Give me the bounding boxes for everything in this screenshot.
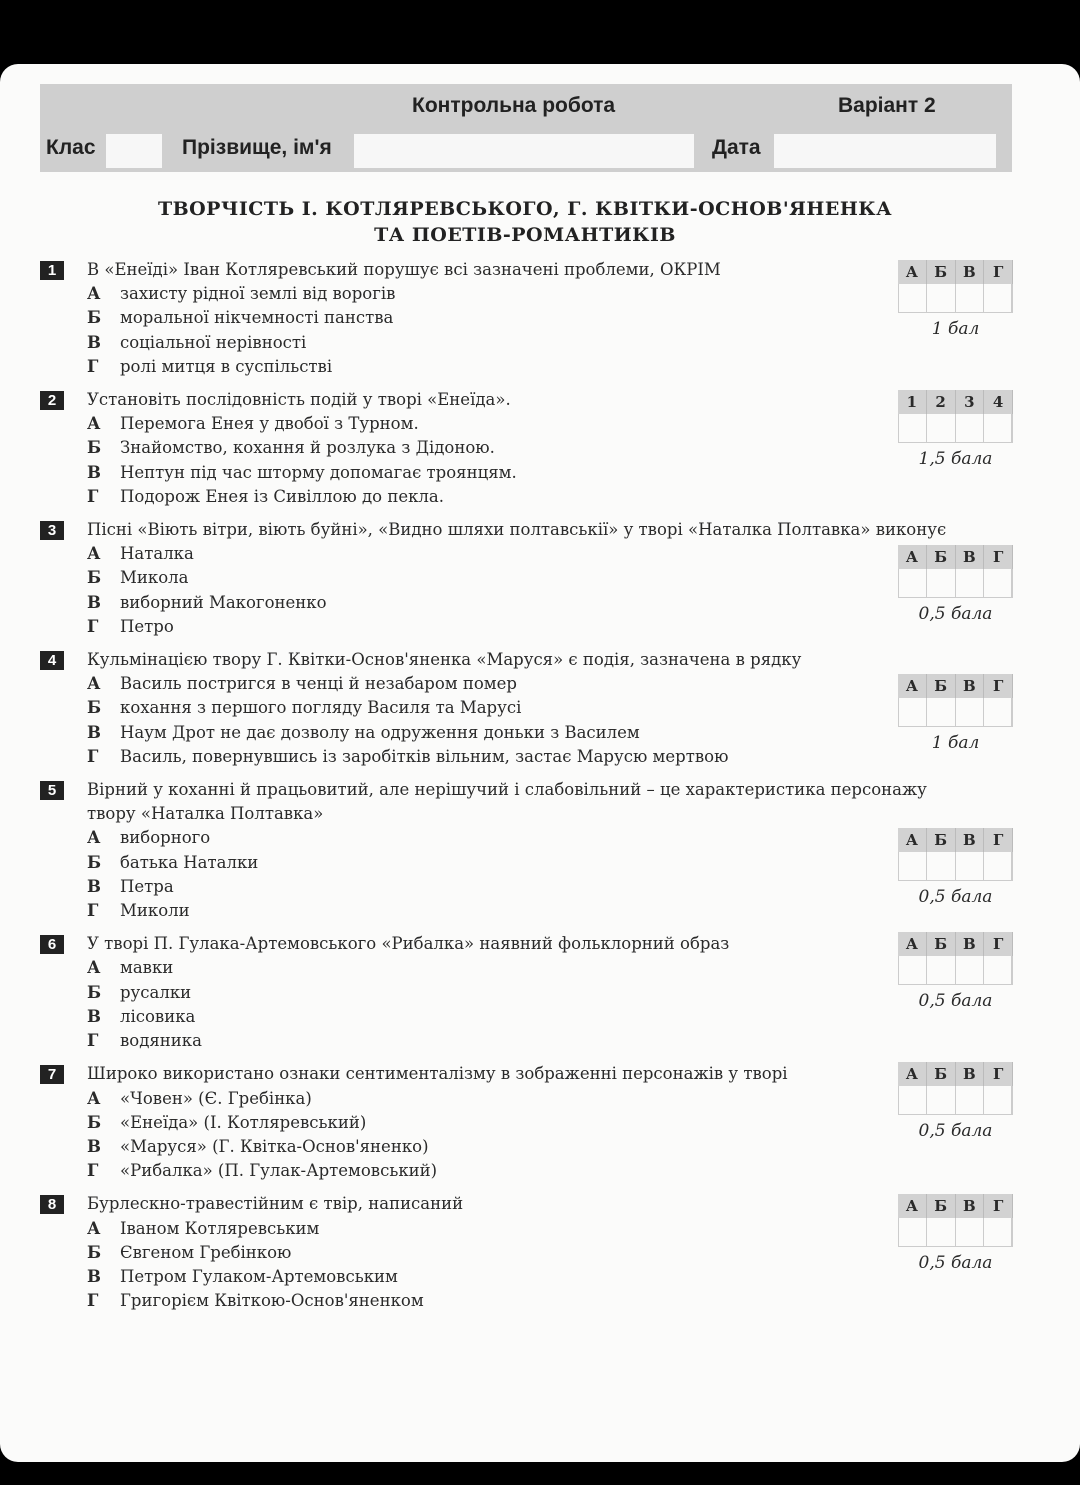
question-3 <box>40 518 1020 639</box>
option-letter: А <box>87 958 101 978</box>
option-text: кохання з першого погляду Василя та Марусі <box>120 698 522 718</box>
option-letter: В <box>87 1006 101 1026</box>
header-title: Контрольна робота <box>412 94 616 117</box>
answer-cell[interactable] <box>899 1086 927 1114</box>
answer-column-label: Б <box>927 932 956 956</box>
option-text: Знайомство, кохання й розлука з Дідоною. <box>120 438 495 458</box>
option-text: «Енеїда» (І. Котляревський) <box>120 1112 367 1132</box>
answer-column-label: 3 <box>956 390 985 414</box>
answer-cell[interactable] <box>984 284 1012 312</box>
option-text: Петром Гулаком-Артемовським <box>120 1266 398 1286</box>
answer-column-label: 1 <box>898 390 927 414</box>
option-letter: В <box>87 332 101 352</box>
answer-option <box>87 615 1020 639</box>
question-number: 7 <box>40 1065 64 1084</box>
question-stem: В «Енеїді» Іван Котляревський порушує всі зазначені проблеми, ОКРІМ <box>87 260 721 279</box>
option-letter: Г <box>87 616 99 636</box>
answer-cell[interactable] <box>956 852 984 880</box>
answer-cell[interactable] <box>899 414 927 442</box>
answer-column-label: А <box>898 828 927 852</box>
option-text: Подорож Енея із Сивіллою до пекла. <box>120 486 444 506</box>
option-letter: В <box>87 462 101 482</box>
answer-column-label: В <box>956 260 985 284</box>
option-text: «Маруся» (Г. Квітка-Основ'яненко) <box>120 1136 429 1156</box>
option-text: Василь, повернувшись із заробітків вільним, застає Марусю мертвою <box>120 746 729 766</box>
answer-column-label: Г <box>984 260 1013 284</box>
answer-grid <box>898 260 1013 341</box>
question-stem: Кульмінацією твору Г. Квітки-Основ'яненка «Маруся» є подія, зазначена в рядку <box>87 650 802 670</box>
points-label: 0,5 бала <box>918 887 993 908</box>
answer-option <box>87 1005 1020 1029</box>
name-field[interactable] <box>354 134 694 168</box>
answer-option <box>87 1111 1020 1135</box>
answer-option <box>87 591 1020 615</box>
option-text: ролі митця в суспільстві <box>120 356 333 376</box>
answer-option <box>87 1135 1020 1159</box>
answer-column-label: В <box>956 1062 985 1086</box>
topic-line-2: ТА ПОЕТІВ-РОМАНТИКІВ <box>374 224 676 246</box>
question-number: 8 <box>40 1195 64 1214</box>
question-number: 1 <box>40 261 64 280</box>
question-stem: Пісні «Віють вітри, віють буйні», «Видно шляхи полтавськії» у творі «Наталка Полтавка» виконує <box>87 520 947 540</box>
points-label: 0,5 бала <box>918 991 993 1012</box>
answer-option <box>87 1159 1020 1183</box>
answer-option <box>87 1241 1020 1265</box>
question-number: 5 <box>40 781 64 800</box>
answer-cell[interactable] <box>899 956 927 984</box>
option-letter: Б <box>87 1242 102 1262</box>
question-stem: Установіть послідовність подій у творі «Енеїда». <box>87 390 511 410</box>
option-letter: В <box>87 1266 101 1286</box>
answer-column-label: В <box>956 545 985 569</box>
question-stem: Вірний у коханні й працьовитий, але нерішучий і слабовільний – це характеристика персонажу твору «Наталка Полтавка» <box>87 780 927 824</box>
answer-grid <box>898 674 1013 755</box>
option-letter: А <box>87 1218 101 1238</box>
option-text: Євгеном Гребінкою <box>120 1242 292 1262</box>
option-text: моральної нікчемності панства <box>120 308 394 328</box>
option-text: батька Наталки <box>120 852 259 872</box>
points-label: 1 бал <box>931 733 980 754</box>
answer-cell[interactable] <box>927 569 955 597</box>
answer-option <box>87 542 1020 566</box>
option-text: Миколи <box>120 901 190 921</box>
answer-option <box>87 282 1020 306</box>
option-text: «Рибалка» (П. Гулак-Артемовський) <box>120 1161 438 1181</box>
answer-column-label: Б <box>927 828 956 852</box>
answer-cell[interactable] <box>927 1086 955 1114</box>
option-letter: А <box>87 284 101 304</box>
option-letter: В <box>87 876 101 896</box>
option-text: соціальної нерівності <box>120 332 307 352</box>
answer-column-label: Г <box>984 1062 1013 1086</box>
answer-option <box>87 981 1020 1005</box>
answer-column-label: Б <box>927 1194 956 1218</box>
answer-cell[interactable] <box>956 414 984 442</box>
answer-cell[interactable] <box>956 284 984 312</box>
class-field[interactable] <box>106 134 162 168</box>
header-band <box>40 84 1012 172</box>
option-letter: Б <box>87 438 102 458</box>
option-letter: Г <box>87 1291 99 1311</box>
option-letter: Г <box>87 486 99 506</box>
answer-column-label: В <box>956 1194 985 1218</box>
question-4 <box>40 648 1020 769</box>
option-text: Нептун під час шторму допомагає троянцям. <box>120 462 517 482</box>
option-text: виборного <box>120 828 211 848</box>
answer-option <box>87 306 1020 330</box>
option-letter: А <box>87 674 101 694</box>
answer-cell[interactable] <box>956 1086 984 1114</box>
option-text: мавки <box>120 958 174 978</box>
answer-option <box>87 672 1020 696</box>
answer-grid <box>898 828 1013 909</box>
answer-option <box>87 826 1020 850</box>
answer-grid <box>898 1062 1013 1143</box>
points-label: 1,5 бала <box>918 449 993 470</box>
answer-cell[interactable] <box>956 1218 984 1246</box>
option-text: водяника <box>120 1031 202 1051</box>
topic-line-1: ТВОРЧІСТЬ І. КОТЛЯРЕВСЬКОГО, Г. КВІТКИ-ОСНОВ'ЯНЕНКА <box>157 198 893 220</box>
points-label: 0,5 бала <box>918 604 993 625</box>
answer-column-label: Г <box>984 1194 1013 1218</box>
answer-option <box>87 1029 1020 1053</box>
date-label: Дата <box>712 136 761 159</box>
question-stem: Широко використано ознаки сентименталізму в зображенні персонажів у творі <box>87 1064 788 1084</box>
option-letter: Б <box>87 568 102 588</box>
answer-cell[interactable] <box>984 852 1012 880</box>
answer-option <box>87 1289 1020 1313</box>
answer-column-label: А <box>898 260 927 284</box>
option-text: Перемога Енея у двобої з Турном. <box>120 414 419 434</box>
answer-column-label: Г <box>984 545 1013 569</box>
question-7 <box>40 1062 1020 1183</box>
option-letter: А <box>87 1088 101 1108</box>
option-letter: В <box>87 722 101 742</box>
option-letter: А <box>87 414 101 434</box>
answer-column-label: Г <box>984 828 1013 852</box>
option-letter: Б <box>87 982 102 1002</box>
option-text: Микола <box>120 568 189 588</box>
points-label: 0,5 бала <box>918 1121 993 1142</box>
option-letter: Г <box>87 1161 99 1181</box>
worksheet-page <box>0 64 1080 1462</box>
answer-column-label: 4 <box>984 390 1013 414</box>
option-letter: Г <box>87 901 99 921</box>
answer-option <box>87 696 1020 720</box>
answer-cell[interactable] <box>927 852 955 880</box>
answer-option <box>87 745 1020 769</box>
option-letter: В <box>87 1136 101 1156</box>
option-text: Григорієм Квіткою-Основ'яненком <box>120 1291 424 1311</box>
answer-cell[interactable] <box>927 1218 955 1246</box>
answer-column-label: Б <box>927 260 956 284</box>
answer-option <box>87 412 1020 436</box>
answer-column-label: 2 <box>927 390 956 414</box>
question-list <box>40 258 1020 1322</box>
answer-column-label: В <box>956 932 985 956</box>
answer-cell[interactable] <box>899 698 927 726</box>
answer-option <box>87 1087 1020 1111</box>
points-label: 1 бал <box>931 319 980 339</box>
answer-column-label: В <box>956 828 985 852</box>
answer-cell[interactable] <box>984 1218 1012 1246</box>
answer-column-label: А <box>898 1194 927 1218</box>
question-2 <box>40 388 1020 509</box>
answer-option <box>87 721 1020 745</box>
answer-column-label: Г <box>984 932 1013 956</box>
question-6 <box>40 932 1020 1053</box>
answer-cell[interactable] <box>984 414 1012 442</box>
option-text: захисту рідної землі від ворогів <box>120 284 396 304</box>
option-letter: А <box>87 544 101 564</box>
question-1 <box>40 258 1020 379</box>
answer-option <box>87 436 1020 460</box>
answer-column-label: А <box>898 545 927 569</box>
answer-cell[interactable] <box>984 569 1012 597</box>
answer-option <box>87 851 1020 875</box>
answer-cell[interactable] <box>899 1218 927 1246</box>
answer-cell[interactable] <box>956 569 984 597</box>
answer-option <box>87 875 1020 899</box>
answer-column-label: В <box>956 674 985 698</box>
option-letter: Г <box>87 746 99 766</box>
answer-option <box>87 1265 1020 1289</box>
answer-cell[interactable] <box>956 698 984 726</box>
answer-cell[interactable] <box>984 698 1012 726</box>
name-label: Прізвище, ім'я <box>182 136 332 159</box>
answer-cell[interactable] <box>927 414 955 442</box>
answer-option <box>87 566 1020 590</box>
answer-cell[interactable] <box>899 569 927 597</box>
option-letter: Б <box>87 698 102 718</box>
question-number: 3 <box>40 521 64 540</box>
date-field[interactable] <box>774 134 996 168</box>
answer-grid <box>898 932 1013 1013</box>
option-text: Василь постригся в ченці й незабаром помер <box>120 674 517 694</box>
answer-option <box>87 485 1020 509</box>
answer-cell[interactable] <box>927 956 955 984</box>
question-stem: Бурлескно-травестійним є твір, написаний <box>87 1194 464 1214</box>
option-text: Петра <box>120 876 174 896</box>
question-8 <box>40 1192 1020 1313</box>
question-number: 4 <box>40 651 64 670</box>
variant-label: Варіант 2 <box>838 94 936 117</box>
answer-column-label: Б <box>927 545 956 569</box>
answer-option <box>87 355 1020 379</box>
option-letter: Г <box>87 356 99 376</box>
answer-cell[interactable] <box>984 956 1012 984</box>
question-number: 2 <box>40 391 64 410</box>
answer-column-label: Г <box>984 674 1013 698</box>
option-text: Наталка <box>120 544 194 564</box>
option-text: виборний Макогоненко <box>120 592 327 612</box>
answer-cell[interactable] <box>899 284 927 312</box>
option-text: лісовика <box>120 1006 196 1026</box>
answer-column-label: А <box>898 674 927 698</box>
option-text: русалки <box>120 982 192 1002</box>
answer-column-label: А <box>898 932 927 956</box>
option-letter: Б <box>87 1112 102 1132</box>
question-number: 6 <box>40 935 64 954</box>
answer-cell[interactable] <box>927 284 955 312</box>
answer-cell[interactable] <box>927 698 955 726</box>
answer-grid <box>898 545 1013 626</box>
topic-title <box>0 196 1050 248</box>
option-text: Наум Дрот не дає дозволу на одруження доньки з Василем <box>120 722 640 742</box>
answer-column-label: Б <box>927 674 956 698</box>
answer-option <box>87 899 1020 923</box>
answer-cell[interactable] <box>956 956 984 984</box>
class-label: Клас <box>46 136 96 159</box>
answer-option <box>87 461 1020 485</box>
option-text: «Човен» (Є. Гребінка) <box>120 1088 312 1108</box>
option-letter: А <box>87 828 101 848</box>
answer-cell[interactable] <box>984 1086 1012 1114</box>
question-5 <box>40 778 1020 923</box>
option-text: Петро <box>120 616 174 636</box>
option-text: Іваном Котляревським <box>120 1218 320 1238</box>
answer-grid <box>898 390 1013 471</box>
option-letter: Г <box>87 1031 99 1051</box>
question-stem: У творі П. Гулака-Артемовського «Рибалка» наявний фольклорний образ <box>87 934 730 954</box>
option-letter: В <box>87 592 101 612</box>
option-letter: Б <box>87 852 102 872</box>
answer-cell[interactable] <box>899 852 927 880</box>
answer-option <box>87 1217 1020 1241</box>
answer-column-label: А <box>898 1062 927 1086</box>
answer-option <box>87 956 1020 980</box>
answer-option <box>87 331 1020 355</box>
points-label: 0,5 бала <box>918 1253 993 1274</box>
answer-column-label: Б <box>927 1062 956 1086</box>
answer-grid <box>898 1194 1013 1275</box>
option-letter: Б <box>87 308 102 328</box>
